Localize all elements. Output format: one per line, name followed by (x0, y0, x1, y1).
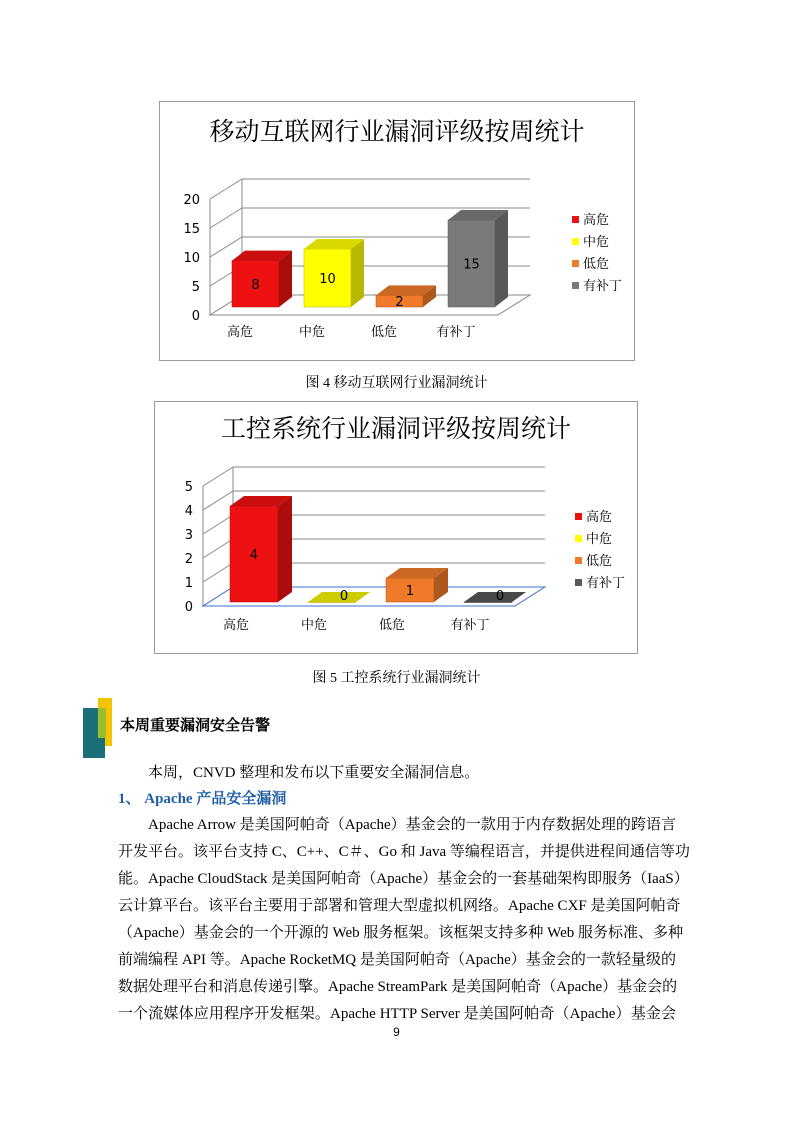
bar-side-高危 (278, 496, 292, 602)
x-tick-label: 中危 (300, 618, 328, 633)
page-number: 9 (393, 1025, 400, 1039)
x-tick-label: 低危 (370, 325, 398, 340)
body-line: 能。Apache CloudStack 是美国阿帕奇（Apache）基金会的一套基础架构即服务（IaaS） (118, 871, 689, 887)
legend-label: 中危 (586, 532, 613, 547)
x-tick-label: 有补丁 (436, 325, 476, 340)
x-tick-label: 中危 (298, 325, 326, 340)
legend-swatch (575, 513, 582, 520)
y-tick-label: 10 (183, 251, 200, 266)
y-tick-label: 0 (191, 309, 200, 324)
chart-industrial-control-svg (155, 402, 637, 653)
body-line: 数据处理平台和消息传递引擎。Apache StreamPark 是美国阿帕奇（Apache）基金会的 (118, 979, 678, 995)
legend-swatch (572, 216, 579, 223)
body-line: （Apache）基金会的一个开源的 Web 服务框架。该框架支持多种 Web 服务标准、多种 (118, 925, 684, 941)
x-tick-label: 高危 (222, 618, 250, 633)
subsection-title: 1、 Apache 产品安全漏洞 (118, 791, 287, 807)
body-paragraph (118, 812, 690, 1028)
gridline-diagonal (203, 515, 233, 534)
gridline-diagonal (203, 467, 233, 486)
gridline-diagonal (210, 237, 242, 257)
legend-swatch (575, 535, 582, 542)
chart-title: 移动互联网行业漏洞评级按周统计 (209, 117, 585, 146)
data-label: 10 (319, 272, 336, 287)
legend-label: 低危 (586, 554, 613, 569)
body-line: 云计算平台。该平台主要用于部署和管理大型虚拟机网络。Apache CXF 是美国阿帕奇 (118, 898, 681, 914)
x-tick-label: 有补丁 (450, 618, 490, 633)
intro-paragraph: 本周，CNVD 整理和发布以下重要安全漏洞信息。 (148, 765, 480, 781)
section-title: 本周重要漏洞安全告警 (120, 716, 271, 734)
y-tick-label: 3 (184, 528, 193, 543)
y-tick-label: 5 (191, 280, 200, 295)
legend-swatch (572, 282, 579, 289)
y-tick-label: 1 (184, 576, 193, 591)
y-tick-label: 20 (183, 193, 200, 208)
gridline-diagonal (203, 491, 233, 510)
gridline-diagonal (210, 208, 242, 228)
body-line: 前端编程 API 等。Apache RocketMQ 是美国阿帕奇（Apache）基金会的一款轻量级的 (118, 952, 676, 968)
chart-mobile-internet (159, 101, 635, 361)
legend-swatch (572, 260, 579, 267)
legend-label: 高危 (583, 213, 610, 228)
y-tick-label: 0 (184, 600, 193, 615)
section-decoration-accent (98, 708, 106, 738)
legend-swatch (575, 579, 582, 586)
y-tick-label: 15 (183, 222, 200, 237)
data-label: 8 (251, 277, 260, 293)
body-line: Apache Arrow 是美国阿帕奇（Apache）基金会的一款用于内存数据处理的跨语言 (148, 817, 676, 833)
legend-swatch (575, 557, 582, 564)
legend-swatch (572, 238, 579, 245)
legend-label: 中危 (583, 235, 610, 250)
bar-side-有补丁 (495, 210, 508, 307)
data-label: 0 (495, 589, 505, 604)
y-tick-label: 2 (184, 552, 193, 567)
figure-5-caption: 图 5 工控系统行业漏洞统计 (312, 671, 481, 686)
legend-label: 有补丁 (583, 279, 623, 294)
body-line: 一个流媒体应用程序开发框架。Apache HTTP Server 是美国阿帕奇（Apache）基金会 (118, 1006, 676, 1022)
bar-front-中危 (308, 602, 356, 603)
x-tick-label: 低危 (378, 618, 406, 633)
gridline-diagonal (203, 563, 233, 582)
chart-mobile-internet-svg (160, 102, 634, 360)
data-label: 4 (249, 548, 259, 563)
legend-label: 低危 (583, 257, 610, 272)
data-label: 2 (395, 295, 404, 311)
gridline-diagonal (203, 539, 233, 558)
y-tick-label: 5 (184, 480, 193, 495)
x-tick-label: 高危 (226, 325, 254, 340)
data-label: 0 (339, 589, 349, 604)
legend-label: 有补丁 (586, 576, 626, 591)
data-label: 1 (405, 584, 415, 599)
gridline-diagonal (210, 179, 242, 199)
legend-label: 高危 (586, 510, 613, 525)
data-label: 15 (463, 257, 480, 273)
chart-industrial-control (154, 401, 638, 654)
body-line: 开发平台。该平台支持 C、C++、C＃、Go 和 Java 等编程语言，并提供进程间通信等功 (118, 844, 690, 860)
chart-title: 工控系统行业漏洞评级按周统计 (220, 414, 572, 443)
figure-4-caption: 图 4 移动互联网行业漏洞统计 (305, 376, 488, 391)
bar-front-有补丁 (464, 602, 512, 603)
bar-side-中危 (351, 239, 364, 307)
y-tick-label: 4 (184, 504, 193, 519)
